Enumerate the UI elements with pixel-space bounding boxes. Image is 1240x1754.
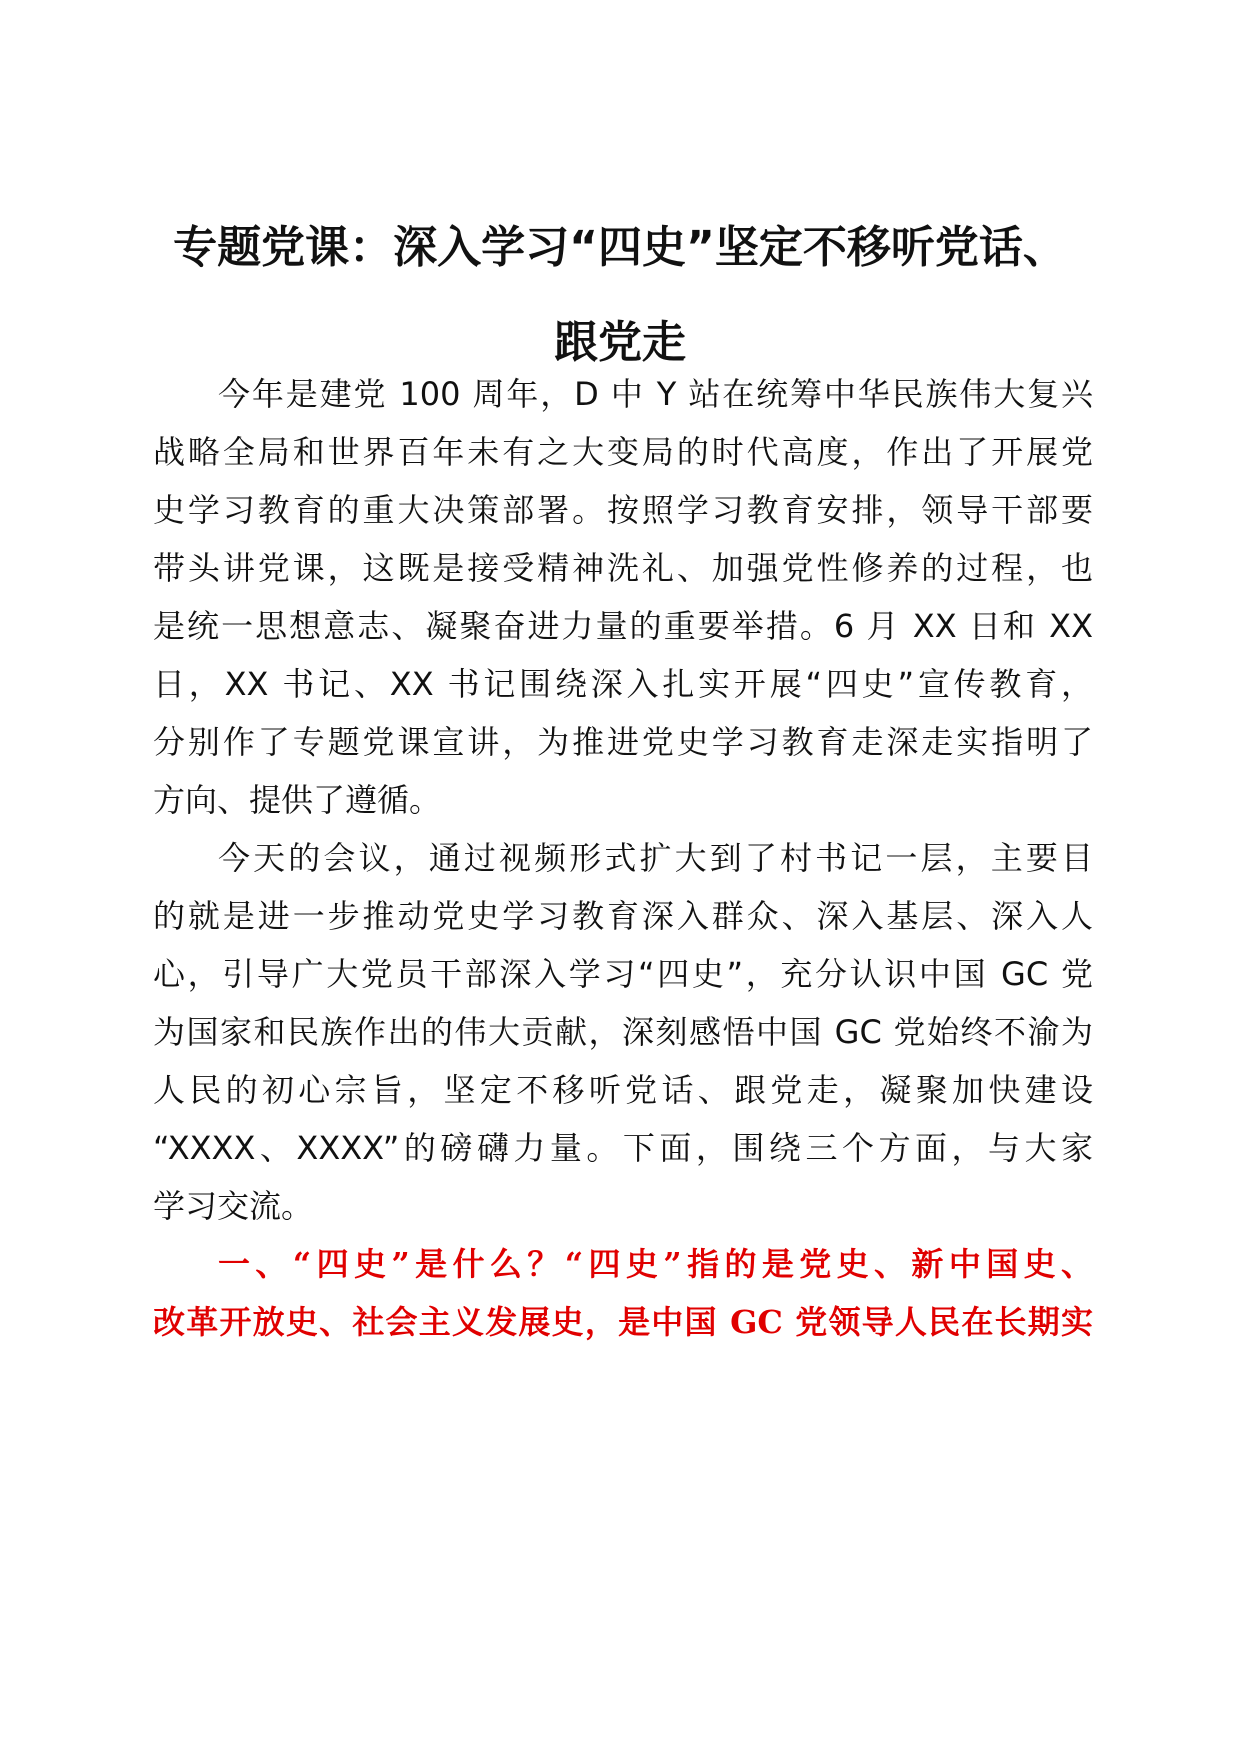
document-title-line-1: 专题党课：深入学习“四史”坚定不移听党话、 (173, 222, 1067, 273)
paragraph-2-line-4: 为国家和民族作出的伟大贡献，深刻感悟中国 GC 党始终不渝为 (153, 1013, 1093, 1051)
paragraph-1-line-4: 带头讲党课，这既是接受精神洗礼、加强党性修养的过程，也 (153, 549, 1093, 587)
paragraph-2-line-3: 心，引导广大党员干部深入学习“四史”，充分认识中国 GC 党 (153, 955, 1093, 993)
paragraph-2-line-6: “XXXX、XXXX”的磅礴力量。下面，围绕三个方面，与大家 (153, 1129, 1093, 1167)
paragraph-2-line-7: 学习交流。 (153, 1187, 314, 1225)
paragraph-1-line-1: 今年是建党 100 周年，D 中 Y 站在统筹中华民族伟大复兴 (218, 375, 1093, 413)
paragraph-1-line-6: 日，XX 书记、XX 书记围绕深入扎实开展“四史”宣传教育， (153, 665, 1093, 703)
paragraph-1-line-8: 方向、提供了遵循。 (153, 781, 442, 819)
paragraph-1-line-5: 是统一思想意志、凝聚奋进力量的重要举措。6 月 XX 日和 XX (153, 607, 1093, 645)
paragraph-1-line-3: 史学习教育的重大决策部署。按照学习教育安排，领导干部要 (153, 491, 1093, 529)
paragraph-1-line-2: 战略全局和世界百年未有之大变局的时代高度，作出了开展党 (153, 433, 1093, 471)
paragraph-2-line-1: 今天的会议，通过视频形式扩大到了村书记一层，主要目 (218, 839, 1093, 877)
paragraph-2-line-2: 的就是进一步推动党史学习教育深入群众、深入基层、深入人 (153, 897, 1093, 935)
paragraph-1-line-7: 分别作了专题党课宣讲，为推进党史学习教育走深走实指明了 (153, 723, 1093, 761)
section-1-heading-line-2: 改革开放史、社会主义发展史，是中国 GC 党领导人民在长期实 (153, 1303, 1093, 1341)
document-title-line-2: 跟党走 (554, 317, 686, 368)
paragraph-2-line-5: 人民的初心宗旨，坚定不移听党话、跟党走，凝聚加快建设 (153, 1071, 1093, 1109)
section-1-heading-line-1: 一、“四史”是什么？“四史”指的是党史、新中国史、 (218, 1245, 1093, 1283)
